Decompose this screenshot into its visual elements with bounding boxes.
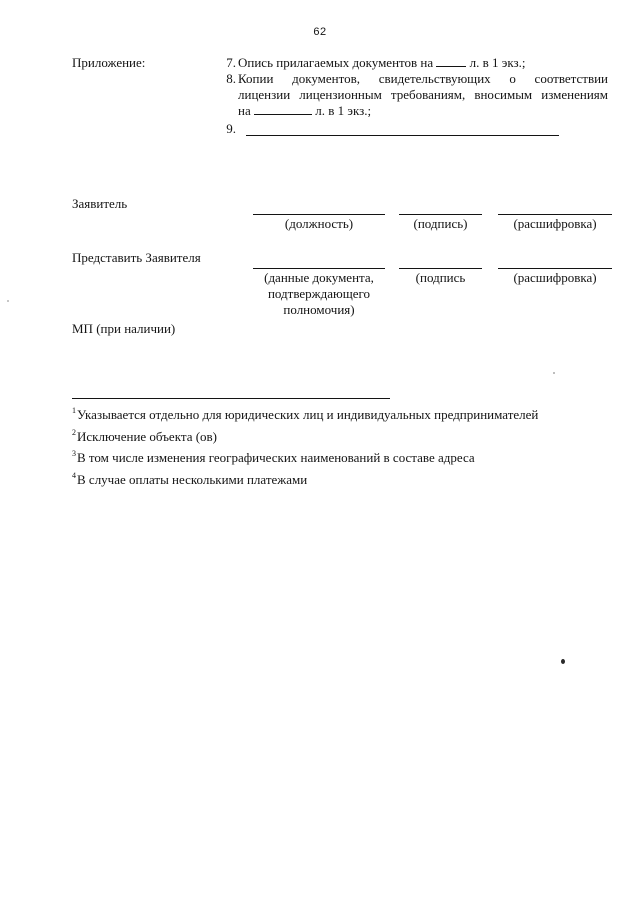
appendix-item-9 (212, 121, 608, 140)
item-text (238, 121, 608, 140)
scan-speck (553, 372, 555, 374)
item-text (238, 55, 608, 71)
signature-line (399, 268, 482, 269)
document-caption (250, 270, 388, 318)
applicant-label: Заявитель (72, 196, 128, 211)
fill-in-line (246, 121, 559, 136)
representative-label: Представить Заявителя (72, 250, 201, 265)
appendix-label: Приложение: (72, 55, 146, 70)
footnote-separator (72, 398, 390, 399)
signature-caption: (подпись) (413, 216, 468, 231)
decode-caption: (расшифровка) (513, 270, 597, 285)
page-number: 62 (313, 26, 327, 38)
item-text (238, 71, 608, 119)
appendix-item-7 (212, 55, 608, 71)
document-caption-line-1: (данные документа, (264, 270, 374, 285)
footnote-mark: 3 (72, 449, 76, 458)
footnote-mark: 4 (72, 470, 76, 480)
item-number: 8. (226, 71, 236, 86)
position-caption: (должность) (284, 216, 354, 231)
signature-line (399, 214, 482, 215)
document-caption-line-2: подтверждающего (267, 286, 371, 301)
item-text-line-3 (238, 103, 608, 119)
item-number: 9. (226, 121, 236, 136)
signature-caption: (подпись (415, 270, 466, 285)
footnote-text: В случае оплаты несколькими платежами (77, 471, 308, 487)
stamp-label: МП (при наличии) (72, 321, 176, 336)
item-text-after: л. в 1 экз.; (315, 103, 372, 118)
item-number: 7. (226, 55, 236, 70)
footnote-mark: 2 (72, 427, 76, 437)
footnote-text: Указывается отдельно для юридических лиц и индивидуальных предпринимателей (77, 407, 539, 422)
footnote (72, 402, 592, 424)
item-text-line-2: лицензии лицензионным требованиям, вносимым изменениям (238, 87, 608, 102)
footnote (72, 467, 592, 489)
fill-in-blank (436, 55, 466, 67)
item-text-before: Опись прилагаемых документов на (238, 55, 434, 70)
appendix-list (212, 55, 608, 140)
position-line (253, 214, 385, 215)
footnote-mark: 1 (72, 406, 76, 415)
appendix-item-8 (212, 71, 608, 119)
item-text-line-1: Копии документов, свидетельствующих о соответствии (238, 71, 608, 86)
decode-line (498, 214, 612, 215)
document-line (253, 268, 385, 269)
decode-caption: (расшифровка) (513, 216, 597, 231)
item-text-before: на (238, 103, 251, 118)
fill-in-blank (254, 103, 312, 115)
footnote-text: Исключение объекта (ов) (77, 428, 218, 444)
item-text-after: л. в 1 экз.; (469, 55, 526, 70)
scan-speck (561, 659, 565, 664)
footnote (72, 445, 592, 467)
footnote-text: В том числе изменения географических наименований в составе адреса (77, 450, 475, 465)
footnotes (72, 402, 592, 488)
footnote (72, 424, 592, 446)
scan-speck (7, 300, 9, 302)
document-caption-line-3: полномочия) (283, 302, 355, 317)
decode-line (498, 268, 612, 269)
